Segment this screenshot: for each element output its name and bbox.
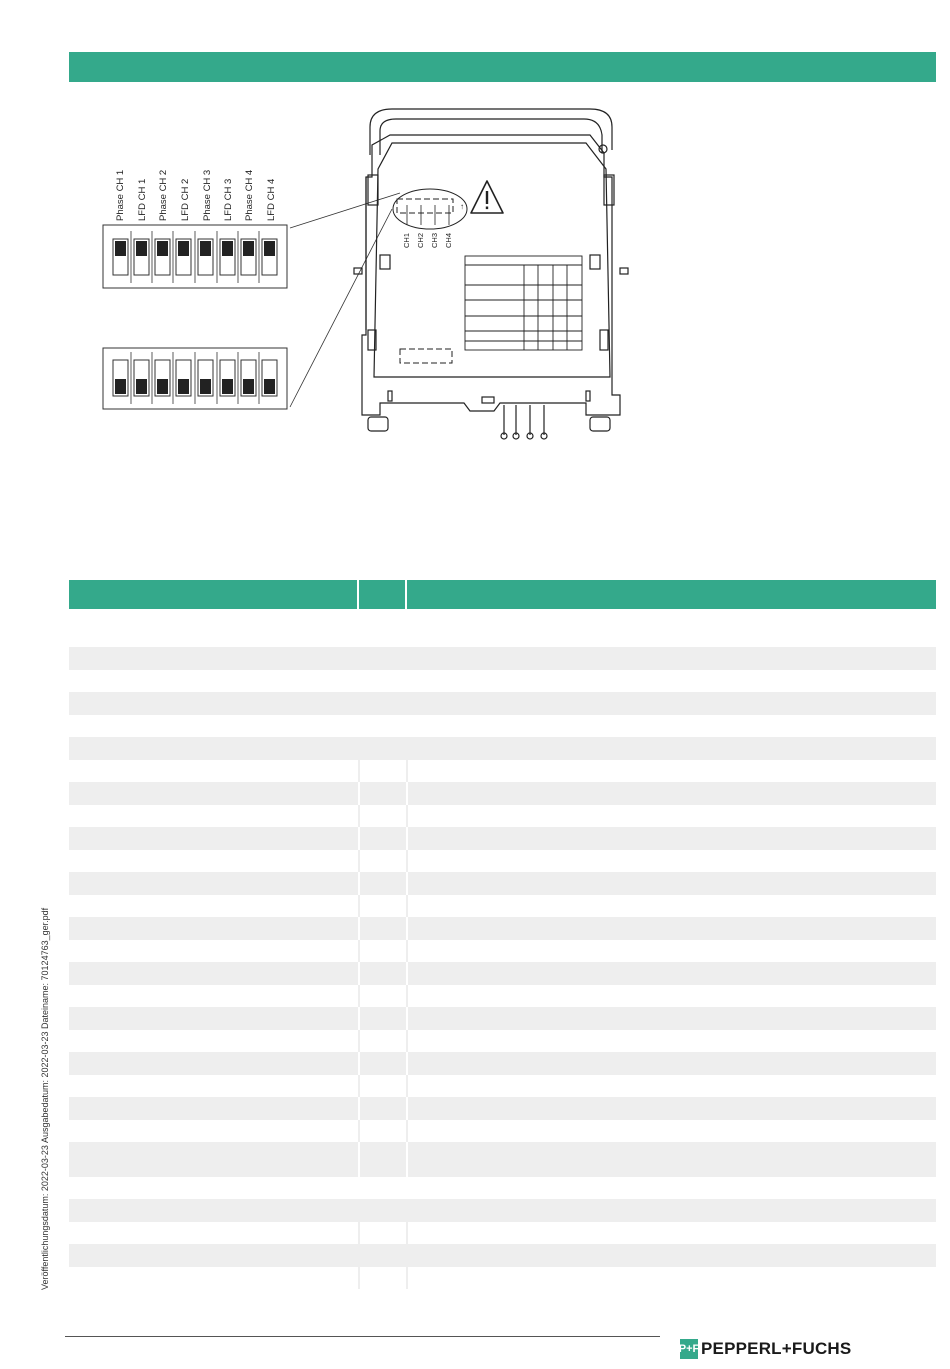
- switch-labels: [115, 170, 277, 221]
- switch-label-2: LFD CH 1: [137, 178, 148, 221]
- table-column-divider: [358, 895, 360, 917]
- warning-icon: [471, 181, 503, 213]
- upper-switch-knob-7: [243, 241, 254, 256]
- table-column-divider: [406, 940, 408, 962]
- table-column-divider: [406, 782, 408, 805]
- table-column-divider: [406, 985, 408, 1007]
- table-column-divider: [358, 782, 360, 805]
- table-row: [69, 1007, 936, 1030]
- lower-switch-knob-5: [200, 379, 211, 394]
- upper-switch-knob-6: [222, 241, 233, 256]
- table-row: [69, 1177, 936, 1199]
- table-column-divider: [406, 1267, 408, 1289]
- svg-text:↑: ↑: [460, 202, 464, 211]
- table-column-divider: [406, 1097, 408, 1120]
- device-channel-2: CH2: [416, 232, 425, 248]
- switch-label-3: Phase CH 2: [158, 169, 169, 221]
- upper-switch-knob-5: [200, 241, 211, 256]
- table-row: [69, 670, 936, 692]
- table-row: [69, 940, 936, 962]
- table-row: [69, 1142, 936, 1177]
- lower-switch-knob-7: [243, 379, 254, 394]
- switch-label-4: LFD CH 2: [180, 178, 191, 221]
- table-column-divider: [358, 1007, 360, 1030]
- table-column-divider: [358, 1075, 360, 1097]
- table-row: [69, 647, 936, 670]
- table-row: [69, 985, 936, 1007]
- table-column-divider: [358, 760, 360, 782]
- lower-switch-knob-6: [222, 379, 233, 394]
- table-row: [69, 692, 936, 715]
- table-row: [69, 895, 936, 917]
- table-body: [69, 625, 936, 1289]
- table-row: [69, 962, 936, 985]
- table-row: [69, 1267, 936, 1289]
- table-header-cell-2: [359, 580, 405, 609]
- table-column-divider: [358, 805, 360, 827]
- table-column-divider: [406, 1030, 408, 1052]
- table-column-divider: [358, 1030, 360, 1052]
- table-row: [69, 760, 936, 782]
- table-row: [69, 827, 936, 850]
- upper-switch-knob-1: [115, 241, 126, 256]
- table-row: [69, 1030, 936, 1052]
- device-label-plate: [465, 256, 582, 350]
- table-row: [69, 1097, 936, 1120]
- switch-label-5: Phase CH 3: [202, 169, 213, 221]
- table-row: [69, 1199, 936, 1222]
- table-column-divider: [406, 1120, 408, 1142]
- table-column-divider: [406, 1222, 408, 1244]
- upper-switch-knob-8: [264, 241, 275, 256]
- lower-switch-knob-1: [115, 379, 126, 394]
- lower-switch-knob-2: [136, 379, 147, 394]
- brand-mark-icon: P+F: [680, 1339, 698, 1359]
- table-row: [69, 1244, 936, 1267]
- table-column-divider: [358, 1222, 360, 1244]
- table-row: [69, 805, 936, 827]
- device-dashed-field: [400, 349, 452, 363]
- switch-callout-ellipse: [393, 189, 467, 229]
- device-channel-4: CH4: [444, 232, 453, 248]
- lower-switch-knob-3: [157, 379, 168, 394]
- table-row: [69, 1052, 936, 1075]
- table-column-divider: [358, 1267, 360, 1289]
- upper-switch-knob-2: [136, 241, 147, 256]
- table-row: [69, 715, 936, 737]
- table-column-divider: [406, 872, 408, 895]
- table-column-divider: [406, 1052, 408, 1075]
- table-row: [69, 1222, 936, 1244]
- footer-divider: [65, 1336, 660, 1337]
- table-column-divider: [358, 850, 360, 872]
- table-row: [69, 850, 936, 872]
- table-column-divider: [406, 760, 408, 782]
- table-column-divider: [406, 1142, 408, 1177]
- table-column-divider: [358, 872, 360, 895]
- table-column-divider: [406, 962, 408, 985]
- table-column-divider: [358, 1097, 360, 1120]
- upper-switch-knob-3: [157, 241, 168, 256]
- switch-label-8: LFD CH 4: [266, 178, 277, 221]
- table-header: [69, 580, 936, 609]
- table-row: [69, 1075, 936, 1097]
- table-column-divider: [358, 985, 360, 1007]
- table-row: [69, 1120, 936, 1142]
- table-column-divider: [406, 805, 408, 827]
- table-column-divider: [406, 827, 408, 850]
- table-column-divider: [358, 940, 360, 962]
- table-row: [69, 625, 936, 647]
- device-outline: [354, 109, 628, 439]
- switch-block-upper: [103, 225, 287, 288]
- table-column-divider: [358, 917, 360, 940]
- lower-switch-knob-4: [178, 379, 189, 394]
- device-channel-1: CH1: [402, 232, 411, 248]
- switch-label-6: LFD CH 3: [223, 178, 234, 221]
- lower-switch-knob-8: [264, 379, 275, 394]
- publication-info: Veröffentlichungsdatum: 2022-03-23 Ausgabedatum: 2022-03-23 Dateiname: 70124763_ger.pdf: [40, 907, 50, 1290]
- table-column-divider: [358, 1052, 360, 1075]
- table-column-divider: [406, 1075, 408, 1097]
- table-column-divider: [406, 917, 408, 940]
- section-header-bar: [69, 52, 936, 82]
- brand-name: PEPPERL+FUCHS: [701, 1339, 852, 1358]
- device-channel-3: CH3: [430, 232, 439, 248]
- table-row: [69, 872, 936, 895]
- brand-logo: [680, 1338, 851, 1360]
- table-header-cell-1: [69, 580, 357, 609]
- table-row: [69, 782, 936, 805]
- table-row: [69, 917, 936, 940]
- table-column-divider: [358, 1142, 360, 1177]
- table-column-divider: [406, 895, 408, 917]
- switch-block-lower: [103, 348, 287, 409]
- table-column-divider: [358, 827, 360, 850]
- table-column-divider: [358, 1120, 360, 1142]
- dip-switch-diagram: [0, 95, 950, 455]
- table-column-divider: [406, 1007, 408, 1030]
- switch-label-7: Phase CH 4: [244, 169, 255, 221]
- table-column-divider: [358, 962, 360, 985]
- switch-label-1: Phase CH 1: [115, 169, 126, 221]
- table-header-cell-3: [407, 580, 936, 609]
- upper-switch-knob-4: [178, 241, 189, 256]
- table-row: [69, 737, 936, 760]
- table-column-divider: [406, 850, 408, 872]
